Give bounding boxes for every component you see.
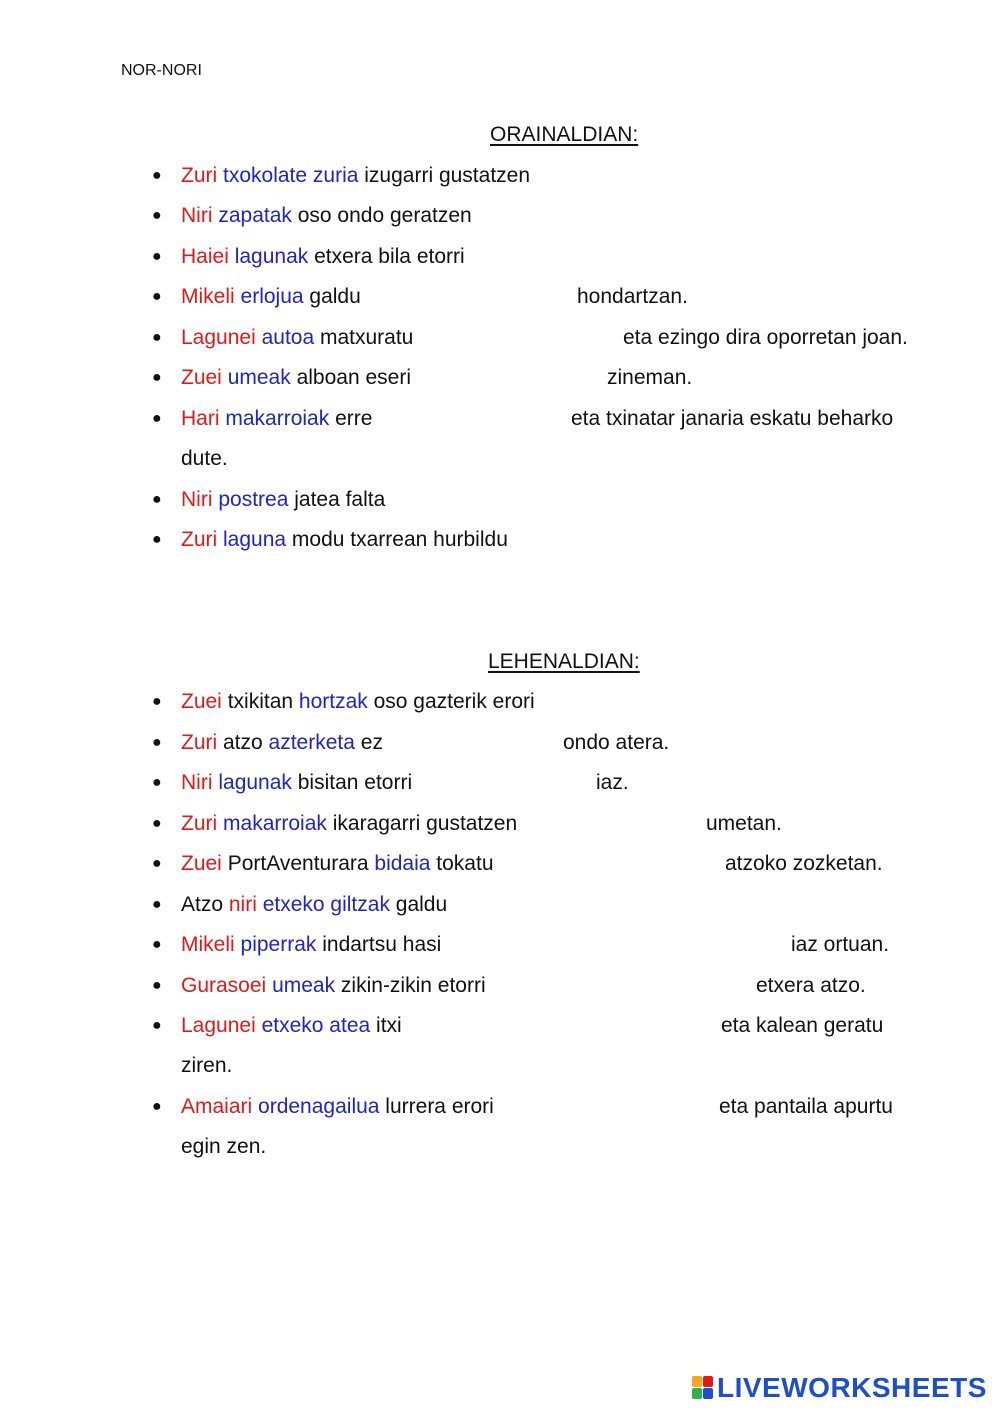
plain-text: erre: [329, 407, 373, 430]
sentence-tail: ondo atera.: [563, 731, 670, 754]
bullet-icon: ●: [152, 288, 162, 305]
plain-text: galdu: [389, 893, 448, 916]
sentence-tail: eta txinatar janaria eskatu beharko: [571, 407, 894, 430]
sentence-continuation: ziren.: [181, 1054, 233, 1077]
sentence-text: [181, 246, 465, 267]
bullet-icon: ●: [152, 491, 162, 508]
bullet-icon: ●: [152, 977, 162, 994]
plain-text: itxi: [370, 1014, 402, 1037]
bullet-icon: ●: [152, 167, 162, 184]
subject-word: lagunak: [218, 771, 292, 794]
plain-text: lurrera erori: [379, 1095, 494, 1118]
sentence-text: [181, 408, 372, 429]
bullet-icon: ●: [152, 815, 162, 832]
indirect-object-word: Niri: [181, 488, 213, 511]
section-title-present: ORAINALDIAN:: [490, 123, 639, 146]
plain-text: matxuratu: [314, 326, 414, 349]
sentence-text: [181, 1015, 402, 1036]
sentence-text: [181, 165, 530, 186]
subject-word: etxeko atea: [261, 1014, 371, 1037]
bullet-icon: ●: [152, 369, 162, 386]
sentence-tail: zineman.: [607, 366, 693, 389]
indirect-object-word: Zuri: [181, 164, 218, 187]
plain-text: oso gazterik erori: [367, 690, 535, 713]
sentence-text: [181, 772, 412, 793]
sentence-tail: atzoko zozketan.: [725, 852, 883, 875]
subject-word: umeak: [272, 974, 336, 997]
sentence-tail: eta kalean geratu: [721, 1014, 884, 1037]
indirect-object-word: Niri: [181, 771, 213, 794]
subject-word: erlojua: [240, 285, 304, 308]
sentence-tail: eta ezingo dira oporretan joan.: [623, 326, 908, 349]
sentence-tail: hondartzan.: [577, 285, 688, 308]
plain-text: jatea falta: [288, 488, 386, 511]
sentence-text: [181, 975, 486, 996]
indirect-object-word: Lagunei: [181, 1014, 256, 1037]
subject-word: makarroiak: [225, 407, 330, 430]
bullet-icon: ●: [152, 207, 162, 224]
sentence-tail: umetan.: [706, 812, 782, 835]
subject-word: lagunak: [234, 245, 309, 268]
bullet-icon: ●: [152, 329, 162, 346]
header-label: NOR-NORI: [121, 62, 202, 79]
indirect-object-word: Niri: [181, 204, 213, 227]
bullet-icon: ●: [152, 734, 162, 751]
sentence-text: [181, 367, 411, 388]
plain-text: ikaragarri gustatzen: [326, 812, 518, 835]
bullet-icon: ●: [152, 693, 162, 710]
bullet-icon: ●: [152, 248, 162, 265]
subject-word: azterketa: [268, 731, 355, 754]
plain-text: ez: [354, 731, 383, 754]
section-title-past: LEHENALDIAN:: [488, 650, 640, 673]
plain-text: PortAventurara: [221, 852, 375, 875]
logo-text: LIVEWORKSHEETS: [717, 1372, 987, 1403]
bullet-icon: ●: [152, 1017, 162, 1034]
subject-word: ordenagailua: [258, 1095, 380, 1118]
plain-text: oso ondo geratzen: [291, 204, 472, 227]
indirect-object-word: Haiei: [181, 245, 229, 268]
indirect-object-word: Lagunei: [181, 326, 256, 349]
subject-word: laguna: [223, 528, 287, 551]
subject-word: bidaia: [374, 852, 431, 875]
sentence-text: [181, 894, 447, 915]
subject-word: etxeko giltzak: [262, 893, 390, 916]
plain-text: galdu: [303, 285, 361, 308]
plain-text: atzo: [217, 731, 269, 754]
subject-word: piperrak: [240, 933, 317, 956]
bullet-icon: ●: [152, 855, 162, 872]
indirect-object-word: Zuei: [181, 852, 222, 875]
plain-text: modu txarrean hurbildu: [286, 528, 508, 551]
indirect-object-word: Zuri: [181, 528, 218, 551]
plain-text: tokatu: [430, 852, 494, 875]
bullet-icon: ●: [152, 936, 162, 953]
plain-text: indartsu hasi: [316, 933, 442, 956]
sentence-text: [181, 529, 508, 550]
sentence-tail: eta pantaila apurtu: [719, 1095, 893, 1118]
sentence-continuation: egin zen.: [181, 1135, 267, 1158]
plain-text: alboan eseri: [290, 366, 411, 389]
sentence-text: [181, 1096, 494, 1117]
indirect-object-word: Gurasoei: [181, 974, 267, 997]
indirect-object-word: Zuei: [181, 690, 222, 713]
sentence-text: [181, 489, 385, 510]
plain-text: etxera bila etorri: [308, 245, 465, 268]
bullet-icon: ●: [152, 410, 162, 427]
subject-word: hortzak: [298, 690, 368, 713]
sentence-text: [181, 327, 413, 348]
sentence-text: [181, 732, 383, 753]
indirect-object-word: Zuri: [181, 731, 218, 754]
sentence-text: [181, 286, 361, 307]
indirect-object-word: Mikeli: [181, 285, 235, 308]
logo-mark-icon: [692, 1376, 714, 1400]
indirect-object-word: niri: [228, 893, 257, 916]
bullet-icon: ●: [152, 531, 162, 548]
sentence-continuation: dute.: [181, 447, 228, 470]
sentence-text: [181, 691, 535, 712]
indirect-object-word: Zuri: [181, 812, 218, 835]
bullet-icon: ●: [152, 774, 162, 791]
indirect-object-word: Zuei: [181, 366, 222, 389]
subject-word: autoa: [261, 326, 315, 349]
plain-text: txikitan: [221, 690, 299, 713]
sentence-tail: etxera atzo.: [756, 974, 866, 997]
plain-text: zikin-zikin etorri: [335, 974, 486, 997]
bullet-icon: ●: [152, 896, 162, 913]
sentence-text: [181, 813, 517, 834]
sentence-text: [181, 934, 441, 955]
indirect-object-word: Amaiari: [181, 1095, 253, 1118]
sentence-text: [181, 853, 494, 874]
liveworksheets-logo: [692, 1373, 987, 1403]
subject-word: postrea: [218, 488, 289, 511]
plain-text: bisitan etorri: [291, 771, 413, 794]
plain-text: Atzo: [181, 893, 229, 916]
bullet-icon: ●: [152, 1098, 162, 1115]
sentence-text: [181, 205, 472, 226]
subject-word: makarroiak: [223, 812, 327, 835]
sentence-tail: iaz.: [596, 771, 629, 794]
subject-word: umeak: [227, 366, 291, 389]
plain-text: izugarri gustatzen: [358, 164, 531, 187]
sentence-tail: iaz ortuan.: [791, 933, 890, 956]
indirect-object-word: Hari: [181, 407, 220, 430]
subject-word: txokolate zuria: [223, 164, 359, 187]
subject-word: zapatak: [218, 204, 292, 227]
indirect-object-word: Mikeli: [181, 933, 235, 956]
